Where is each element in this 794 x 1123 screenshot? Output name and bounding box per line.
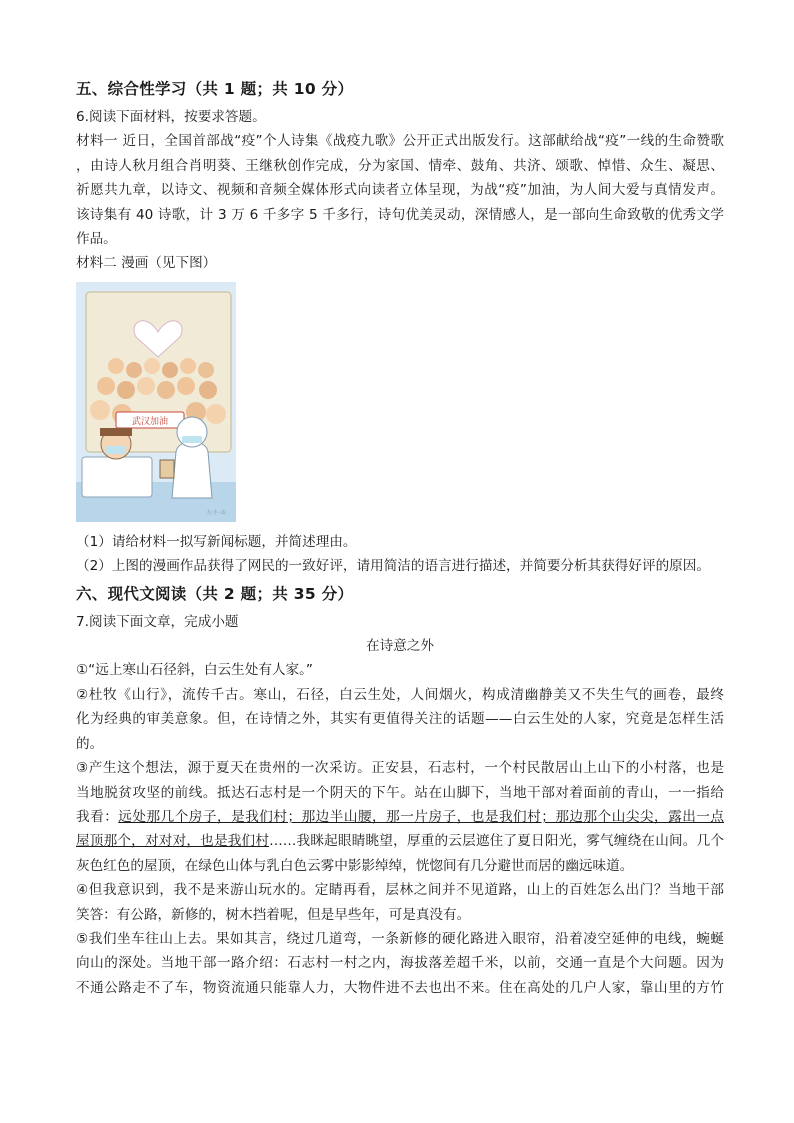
- material-one-line: 祈愿共九章，以诗文、视频和音频全媒体形式向读者立体呈现，为战“疫”加油，为人间大爱与真情发声。: [76, 182, 724, 199]
- question-6-part-1: （1）请给材料一拟写新闻标题，并简述理由。: [76, 533, 357, 550]
- cartoon-signature: 大·小 ·山: [206, 509, 226, 516]
- document-page: [76, 78, 724, 1000]
- material-one-line: 材料一 近日，全国首部战“疫”个人诗集《战疫九歌》公开正式出版发行。这部献给战“疫”一线的生命赞歌: [76, 133, 724, 150]
- material-one-line: ，由诗人秋月组合肖明葵、王继秋创作完成，分为家国、情牵、鼓角、共济、颂歌、悼惜、众生、凝思、: [76, 157, 724, 174]
- underlined-quote: 远处那几个房子，是我们村；那边半山腰，那一片房子，也是我们村；那边那个山尖尖，露出一点: [118, 808, 724, 825]
- material-one: [76, 129, 724, 251]
- paragraph-line: 化为经典的审美意象。但，在诗情之外，其实有更值得关注的话题——白云生处的人家，究竟是怎样生活: [76, 711, 724, 728]
- paragraph-line: ⑤我们坐车往山上去。果如其言，绕过几道弯，一条新修的硬化路进入眼帘，沿着凌空延伸的电线，蜿蜒: [76, 930, 724, 947]
- question-6-part-2: （2）上图的漫画作品获得了网民的一致好评，请用简洁的语言进行描述，并简要分析其获得好评的原因。: [76, 558, 710, 575]
- article-paragraph-3: [76, 756, 724, 878]
- article-title: 在诗意之外: [366, 638, 434, 655]
- paragraph-line: 不通公路走不了车，物资流通只能靠人力，大物件进不去也出不来。住在高处的几户人家，靠山里的方竹: [76, 979, 724, 996]
- paragraph-line: 的。: [76, 735, 104, 752]
- cartoon-banner: 武汉加油: [131, 416, 169, 427]
- underlined-quote: 屋顶那个，对对对，也是我们村: [76, 833, 270, 850]
- paragraph-line: 屋顶那个，对对对，也是我们村……我眯起眼睛眺望，厚重的云层遮住了夏日阳光，雾气缠绕在山间。几个: [76, 833, 724, 850]
- article-paragraph-5: [76, 927, 724, 1000]
- paragraph-line: 向山的深处。当地干部一路介绍：石志村一村之内，海拔落差超千米，以前，交通一直是个大问题。因为: [76, 955, 724, 972]
- paragraph-line: 我看：远处那几个房子，是我们村；那边半山腰，那一片房子，也是我们村；那边那个山尖尖，露出一点: [76, 808, 724, 825]
- section-heading-6: 六、现代文阅读（共 2 题；共 35 分）: [76, 584, 354, 603]
- article-paragraph-4: [76, 878, 724, 927]
- paragraph-line: 笑答：有公路，新修的，树木挡着呢，但是早些年，可是真没有。: [76, 906, 471, 923]
- paragraph-line: ③产生这个想法，源于夏天在贵州的一次采访。正安县，石志村，一个村民散居山上山下的小村落，也是: [76, 760, 724, 777]
- section-heading-5: 五、综合性学习（共 1 题；共 10 分）: [76, 80, 354, 98]
- cartoon-svg: [76, 282, 236, 522]
- paragraph-line: 灰色红色的屋顶，在绿色山体与乳白色云雾中影影绰绰，恍惚间有几分避世而居的幽远味道。: [76, 857, 634, 874]
- material-two-label: 材料二 漫画（见下图）: [76, 255, 217, 272]
- article-paragraph-2: [76, 683, 724, 756]
- material-one-line: 作品。: [76, 231, 117, 248]
- paragraph-line: ④但我意识到，我不是来游山玩水的。定睛再看，层林之间并不见道路，山上的百姓怎么出门？当地干部: [76, 882, 724, 899]
- question-7-intro: 7.阅读下面文章，完成小题: [76, 613, 239, 630]
- paragraph-line: 当地脱贫攻坚的前线。抵达石志村是一个阴天的下午。站在山脚下，当地干部对着面前的青山，一一指给: [76, 784, 724, 801]
- paragraph-line: ②杜牧《山行》，流传千古。寒山，石径，白云生处，人间烟火，构成清幽静美又不失生气的画卷，最终: [76, 686, 724, 703]
- material-one-line: 该诗集有 40 诗歌，计 3 万 6 千多字 5 千多行，诗句优美灵动，深情感人，是一部向生命致敬的优秀文学: [76, 206, 724, 223]
- cartoon-illustration: [76, 282, 236, 522]
- question-6-intro: 6.阅读下面材料，按要求答题。: [76, 109, 266, 125]
- article-paragraph-1: ①“远上寒山石径斜，白云生处有人家。”: [76, 662, 313, 679]
